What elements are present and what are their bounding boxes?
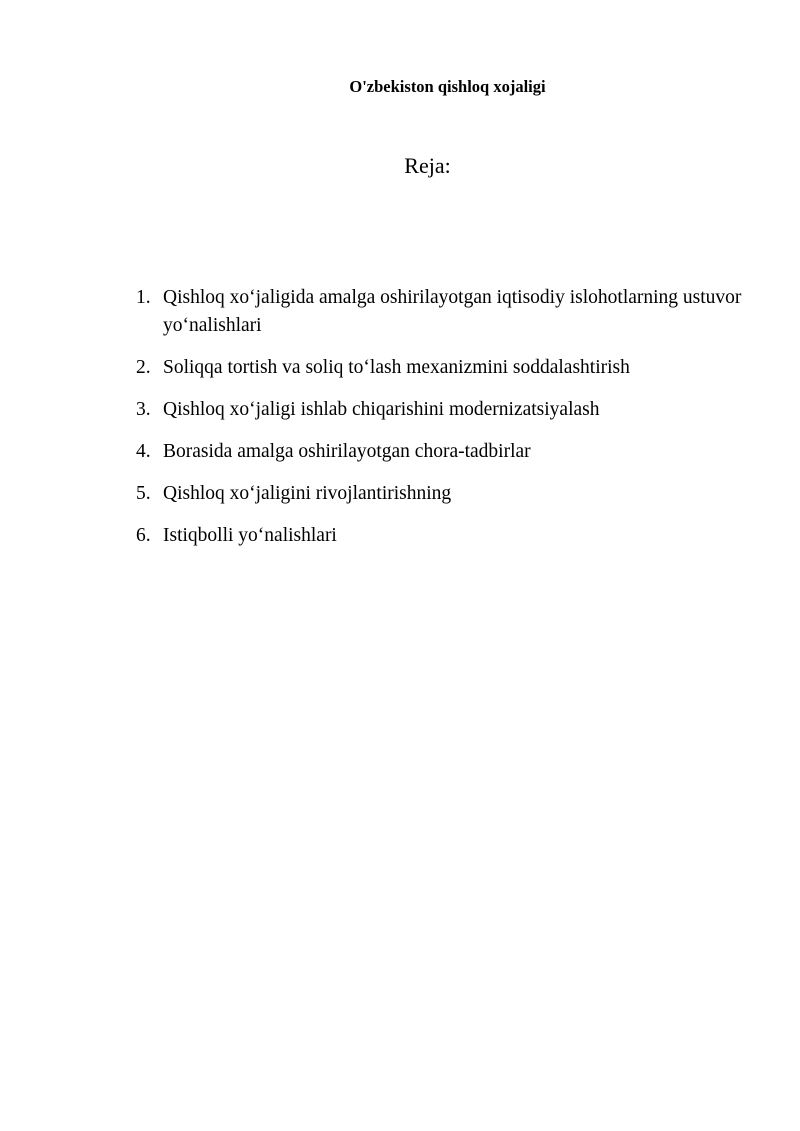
list-item-number: 4. [136, 441, 151, 462]
list-item-number: 2. [136, 357, 151, 378]
list-item-number: 3. [136, 399, 151, 420]
list-item-text: Soliqqa tortish va soliq to‘lash mexanizmini soddalashtirish [163, 357, 630, 378]
list-item-text: Istiqbolli yo‘nalishlari [163, 525, 337, 546]
list-item [136, 284, 746, 340]
plan-list [136, 284, 746, 564]
document-title: O'zbekiston qishloq xojaligi [349, 77, 546, 96]
list-item [136, 480, 746, 508]
list-item [136, 522, 746, 550]
list-item-number: 6. [136, 525, 151, 546]
list-item-number: 1. [136, 287, 151, 308]
list-item [136, 396, 746, 424]
list-item [136, 438, 746, 466]
list-item-text: Borasida amalga oshirilayotgan chora-tadbirlar [163, 441, 531, 462]
plan-heading: Reja: [404, 153, 451, 178]
list-item [136, 354, 746, 382]
list-item-text: Qishloq xo‘jaligi ishlab chiqarishini modernizatsiyalash [163, 399, 600, 420]
list-item-text: Qishloq xo‘jaligini rivojlantirishning [163, 483, 452, 504]
list-item-text: Qishloq xo‘jaligida amalga oshirilayotgan iqtisodiy islohotlarning ustuvor yo‘nalishlari [163, 287, 742, 336]
list-item-number: 5. [136, 483, 151, 504]
